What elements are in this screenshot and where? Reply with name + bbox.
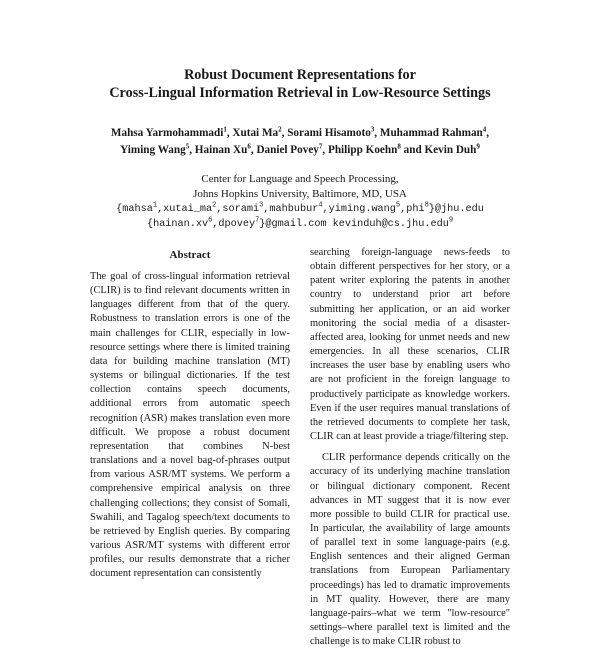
email-segment: ,xutai_ma: [157, 204, 213, 215]
email-segment: ,phi: [400, 204, 425, 215]
title-line-2: Cross-Lingual Information Retrieval in Low-Resource Settings: [109, 85, 491, 101]
author-name: Hainan Xu: [194, 144, 248, 156]
email-segment: ,yiming.wang: [322, 204, 396, 215]
author-name: Muhammad Rahman: [379, 127, 483, 139]
author-name: Sorami Hisamoto: [287, 127, 371, 139]
email-segment: {hainan.xv: [146, 219, 209, 230]
email-affiliation-mark: 5: [395, 201, 401, 210]
author-affiliation-mark: 9: [476, 142, 480, 151]
author-line-2: [0, 142, 600, 159]
email-segment: }@gmail.com kevinduh@cs.jhu.edu: [259, 219, 449, 230]
author-name: Yiming Wang: [120, 144, 186, 156]
author-separator: ,: [322, 144, 328, 156]
author-name: Daniel Povey: [256, 144, 319, 156]
email-segment: ,dpovey: [212, 219, 256, 230]
affiliation-block: [0, 172, 600, 232]
author-separator: and: [400, 144, 425, 156]
email-segment: ,mahbubur: [263, 204, 319, 215]
email-affiliation-mark: 8: [424, 201, 429, 210]
body-column-right: [310, 246, 510, 649]
author-separator: ,: [189, 144, 195, 156]
author-name: Kevin Duh: [424, 144, 477, 156]
email-affiliation-mark: 9: [448, 216, 454, 225]
author-line-1: [0, 125, 600, 142]
email-line-2: [0, 217, 600, 232]
email-segment: }@jhu.edu: [428, 204, 484, 215]
email-affiliation-mark: 4: [318, 201, 323, 210]
paper-title: [0, 66, 600, 102]
author-affiliation-mark: 2: [278, 125, 282, 134]
email-segment: ,sorami: [216, 204, 260, 215]
body-paragraph-2: CLIR performance depends critically on the accuracy of its underlying machine translation or bilingual dictionary component. Recent advances in MT suggest that it is now ever more possible to build CLIR for practical use. In particular, the availability of large amounts of parallel text in some language-pairs (e.g. English sentences and their aligned German translations from European Parliamentary proceedings) has led to dramatic improvements in MT quality. However, there are many language-pairs–what we term "low-resource" settings–where parallel text is limited and the challenge is to make CLIR robust to: [310, 452, 510, 648]
author-affiliation-mark: 3: [370, 125, 375, 134]
author-name: Philipp Koehn: [328, 144, 398, 156]
author-separator: ,: [226, 127, 233, 139]
author-affiliation-mark: 8: [397, 142, 401, 151]
author-separator: ,: [250, 144, 257, 156]
author-affiliation-mark: 6: [247, 142, 251, 151]
email-line-1: [0, 202, 600, 217]
author-affiliation-mark: 4: [482, 125, 487, 134]
author-list: [0, 125, 600, 159]
affiliation-line-1: Center for Language and Speech Processing,: [201, 173, 399, 185]
author-affiliation-mark: 5: [185, 142, 190, 151]
email-affiliation-mark: 7: [255, 216, 260, 225]
title-line-1: Robust Document Representations for: [184, 67, 416, 83]
email-affiliation-mark: 2: [212, 201, 217, 210]
author-affiliation-mark: 1: [223, 125, 227, 134]
email-affiliation-mark: 1: [152, 201, 158, 210]
affiliation-line-2: Johns Hopkins University, Baltimore, MD, USA: [193, 188, 407, 200]
email-segment: {mahsa: [116, 204, 153, 215]
abstract-column: [90, 270, 290, 581]
email-affiliation-mark: 3: [259, 201, 264, 210]
author-name: Mahsa Yarmohammadi: [110, 127, 224, 139]
author-separator: ,: [486, 127, 490, 139]
abstract-heading: Abstract: [169, 249, 211, 261]
author-separator: ,: [281, 127, 288, 139]
author-name: Xutai Ma: [232, 127, 279, 139]
author-affiliation-mark: 7: [318, 142, 323, 151]
email-affiliation-mark: 6: [208, 216, 213, 225]
body-paragraph-1: searching foreign-language news-feeds to obtain different perspectives for her story, or a patent writer exploring the patents in another country to understand prior art before submitting her application, or an aid worker monitoring the social media of a disaster-affected area, looking for unmet needs and new emergencies. In all these scenarios, CLIR increases the user base by enabling users who are not proficient in the foreign language to productively participate as knowledge workers. Even if the user requires manual translations of the retrieved documents to complete her task, CLIR can at least provide a triage/filtering step.: [310, 247, 510, 443]
abstract-text: The goal of cross-lingual information retrieval (CLIR) is to find relevant documents written in languages different from that of the query. Robustness to translation errors is one of the main challenges for CLIR, especially in low-resource settings where there is limited training data for building machine translation (MT) systems or bilingual dictionaries. If the test collection contains speech documents, additional errors from automatic speech recognition (ASR) makes translation even more difficult. We propose a robust document representation that combines N-best translations and a novel bag-of-phrases output from various ASR/MT systems. We perform a comprehensive empirical analysis on three challenging collections; they consist of Somali, Swahili, and Tagalog speech/text documents to be retrieved by English queries. By comparing various ASR/MT systems with different error profiles, our results demonstrate that a richer document representation can consistently: [90, 271, 290, 580]
author-separator: ,: [374, 127, 380, 139]
